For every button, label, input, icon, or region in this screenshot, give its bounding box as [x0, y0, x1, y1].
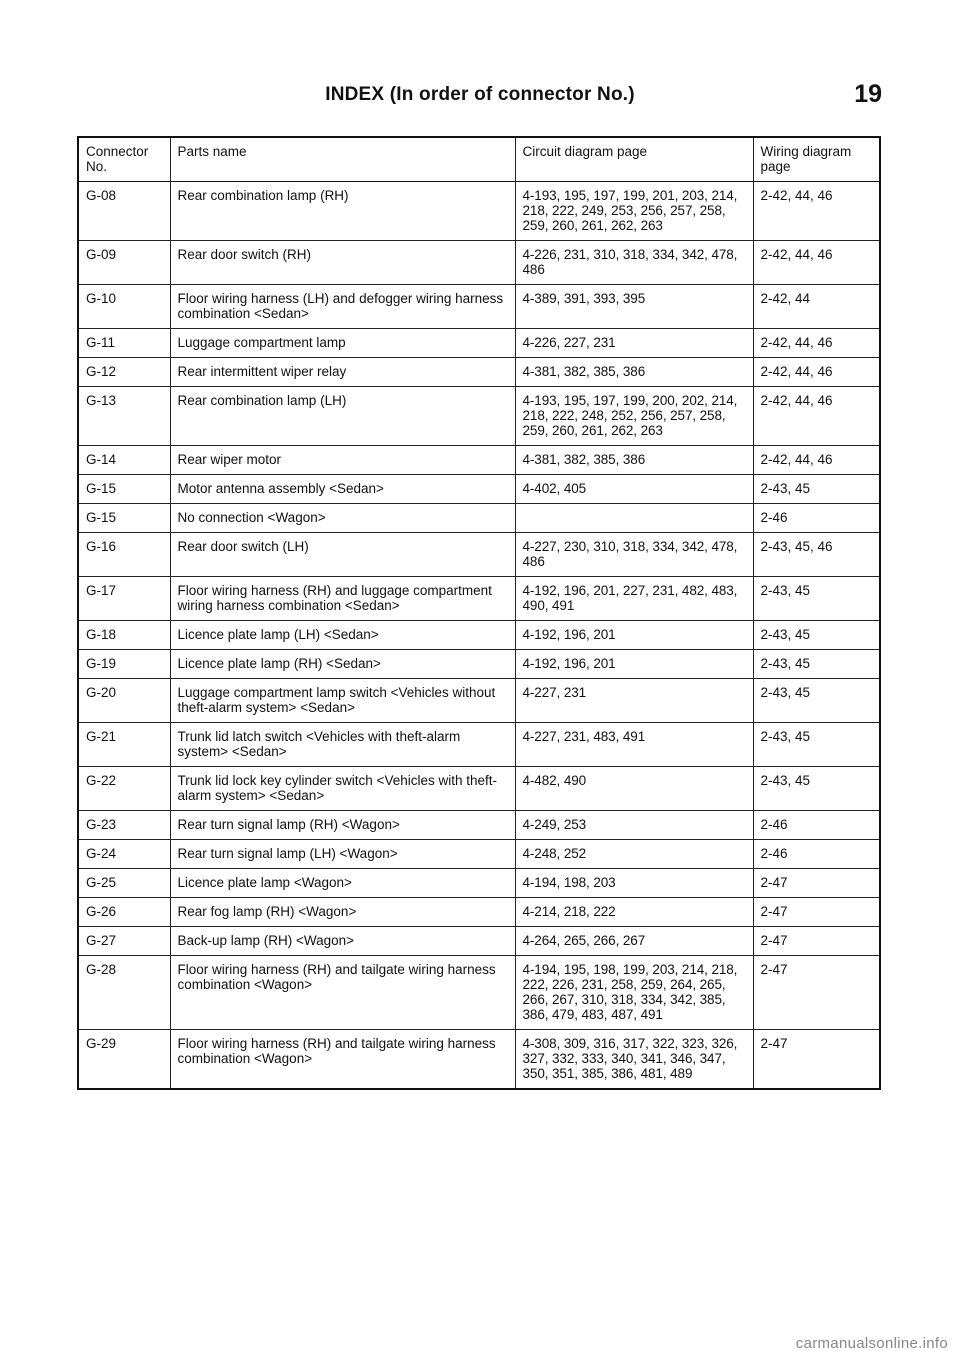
parts-name-cell: Rear turn signal lamp (RH) <Wagon>	[170, 811, 515, 840]
circuit-diagram-page-cell: 4-227, 231	[515, 679, 753, 723]
parts-name-cell: Rear door switch (RH)	[170, 241, 515, 285]
connector-no-cell: G-29	[78, 1030, 170, 1090]
circuit-diagram-page-cell: 4-227, 231, 483, 491	[515, 723, 753, 767]
connector-no-cell: G-20	[78, 679, 170, 723]
table-body	[78, 182, 880, 1090]
circuit-diagram-page-cell	[515, 504, 753, 533]
table-row	[78, 285, 880, 329]
connector-no-cell: G-15	[78, 504, 170, 533]
wiring-diagram-page-cell: 2-46	[753, 811, 880, 840]
parts-name-cell: Rear turn signal lamp (LH) <Wagon>	[170, 840, 515, 869]
parts-name-cell: Floor wiring harness (RH) and tailgate wiring harness combination <Wagon>	[170, 956, 515, 1030]
table-row	[78, 723, 880, 767]
wiring-diagram-page-cell: 2-42, 44, 46	[753, 329, 880, 358]
wiring-diagram-page-cell: 2-47	[753, 898, 880, 927]
parts-name-cell: Rear fog lamp (RH) <Wagon>	[170, 898, 515, 927]
wiring-diagram-page-cell: 2-46	[753, 840, 880, 869]
connector-no-cell: G-10	[78, 285, 170, 329]
parts-name-cell: Rear wiper motor	[170, 446, 515, 475]
connector-index-table	[77, 136, 881, 1090]
table-row	[78, 533, 880, 577]
circuit-diagram-page-cell: 4-193, 195, 197, 199, 200, 202, 214, 218, 222, 248, 252, 256, 257, 258, 259, 260, 261, 262, 263	[515, 387, 753, 446]
connector-no-cell: G-27	[78, 927, 170, 956]
table-row	[78, 956, 880, 1030]
wiring-diagram-page-cell: 2-47	[753, 869, 880, 898]
table-row	[78, 811, 880, 840]
connector-no-cell: G-25	[78, 869, 170, 898]
circuit-diagram-page-cell: 4-192, 196, 201	[515, 650, 753, 679]
circuit-diagram-page-cell: 4-381, 382, 385, 386	[515, 446, 753, 475]
table-row	[78, 446, 880, 475]
wiring-diagram-page-cell: 2-43, 45	[753, 723, 880, 767]
parts-name-cell: No connection <Wagon>	[170, 504, 515, 533]
circuit-diagram-page-cell: 4-214, 218, 222	[515, 898, 753, 927]
wiring-diagram-page-cell: 2-43, 45	[753, 650, 880, 679]
connector-no-cell: G-19	[78, 650, 170, 679]
circuit-diagram-page-cell: 4-226, 231, 310, 318, 334, 342, 478, 486	[515, 241, 753, 285]
circuit-diagram-page-cell: 4-402, 405	[515, 475, 753, 504]
wiring-diagram-page-cell: 2-42, 44	[753, 285, 880, 329]
parts-name-cell: Luggage compartment lamp	[170, 329, 515, 358]
page-number: 19	[854, 80, 882, 108]
circuit-diagram-page-cell: 4-308, 309, 316, 317, 322, 323, 326, 327, 332, 333, 340, 341, 346, 347, 350, 351, 385, 386, 481, 489	[515, 1030, 753, 1090]
table-row	[78, 387, 880, 446]
wiring-diagram-page-cell: 2-46	[753, 504, 880, 533]
table-row	[78, 927, 880, 956]
parts-name-cell: Floor wiring harness (LH) and defogger wiring harness combination <Sedan>	[170, 285, 515, 329]
connector-no-cell: G-16	[78, 533, 170, 577]
table-row	[78, 767, 880, 811]
table-row	[78, 358, 880, 387]
table-row	[78, 577, 880, 621]
circuit-diagram-page-cell: 4-194, 195, 198, 199, 203, 214, 218, 222, 226, 231, 258, 259, 264, 265, 266, 267, 310, 318, 334, 342, 385, 386, 479, 483, 487, 491	[515, 956, 753, 1030]
circuit-diagram-page-cell: 4-194, 198, 203	[515, 869, 753, 898]
wiring-diagram-page-cell: 2-42, 44, 46	[753, 241, 880, 285]
connector-no-cell: G-21	[78, 723, 170, 767]
wiring-diagram-page-cell: 2-47	[753, 956, 880, 1030]
table-row	[78, 182, 880, 241]
table-row	[78, 650, 880, 679]
circuit-diagram-page-cell: 4-264, 265, 266, 267	[515, 927, 753, 956]
circuit-diagram-page-cell: 4-381, 382, 385, 386	[515, 358, 753, 387]
parts-name-cell: Rear combination lamp (LH)	[170, 387, 515, 446]
connector-no-cell: G-08	[78, 182, 170, 241]
table-row	[78, 475, 880, 504]
header-parts-name: Parts name	[170, 137, 515, 182]
wiring-diagram-page-cell: 2-43, 45	[753, 475, 880, 504]
wiring-diagram-page-cell: 2-42, 44, 46	[753, 387, 880, 446]
table-row	[78, 840, 880, 869]
circuit-diagram-page-cell: 4-226, 227, 231	[515, 329, 753, 358]
parts-name-cell: Motor antenna assembly <Sedan>	[170, 475, 515, 504]
parts-name-cell: Rear door switch (LH)	[170, 533, 515, 577]
connector-no-cell: G-12	[78, 358, 170, 387]
table-row	[78, 241, 880, 285]
wiring-diagram-page-cell: 2-43, 45, 46	[753, 533, 880, 577]
table-header-row	[78, 137, 880, 182]
wiring-diagram-page-cell: 2-43, 45	[753, 679, 880, 723]
circuit-diagram-page-cell: 4-389, 391, 393, 395	[515, 285, 753, 329]
circuit-diagram-page-cell: 4-192, 196, 201	[515, 621, 753, 650]
circuit-diagram-page-cell: 4-227, 230, 310, 318, 334, 342, 478, 486	[515, 533, 753, 577]
wiring-diagram-page-cell: 2-43, 45	[753, 767, 880, 811]
parts-name-cell: Floor wiring harness (RH) and luggage compartment wiring harness combination <Sedan>	[170, 577, 515, 621]
wiring-diagram-page-cell: 2-42, 44, 46	[753, 182, 880, 241]
header-connector-no: Connector No.	[78, 137, 170, 182]
connector-no-cell: G-18	[78, 621, 170, 650]
connector-no-cell: G-17	[78, 577, 170, 621]
table-row	[78, 329, 880, 358]
wiring-diagram-page-cell: 2-43, 45	[753, 621, 880, 650]
parts-name-cell: Trunk lid latch switch <Vehicles with theft-alarm system> <Sedan>	[170, 723, 515, 767]
wiring-diagram-page-cell: 2-42, 44, 46	[753, 446, 880, 475]
wiring-diagram-page-cell: 2-43, 45	[753, 577, 880, 621]
connector-no-cell: G-15	[78, 475, 170, 504]
wiring-diagram-page-cell: 2-47	[753, 1030, 880, 1090]
watermark-footer: carmanualsonline.info	[795, 1335, 948, 1352]
connector-no-cell: G-14	[78, 446, 170, 475]
header-circuit-diagram-page: Circuit diagram page	[515, 137, 753, 182]
connector-no-cell: G-22	[78, 767, 170, 811]
circuit-diagram-page-cell: 4-248, 252	[515, 840, 753, 869]
parts-name-cell: Licence plate lamp <Wagon>	[170, 869, 515, 898]
parts-name-cell: Floor wiring harness (RH) and tailgate wiring harness combination <Wagon>	[170, 1030, 515, 1090]
parts-name-cell: Trunk lid lock key cylinder switch <Vehicles with theft-alarm system> <Sedan>	[170, 767, 515, 811]
circuit-diagram-page-cell: 4-249, 253	[515, 811, 753, 840]
connector-no-cell: G-13	[78, 387, 170, 446]
parts-name-cell: Licence plate lamp (LH) <Sedan>	[170, 621, 515, 650]
page-title: INDEX (In order of connector No.)	[325, 84, 635, 105]
circuit-diagram-page-cell: 4-193, 195, 197, 199, 201, 203, 214, 218, 222, 249, 253, 256, 257, 258, 259, 260, 261, 262, 263	[515, 182, 753, 241]
header-wiring-diagram-page: Wiring diagram page	[753, 137, 880, 182]
connector-no-cell: G-24	[78, 840, 170, 869]
circuit-diagram-page-cell: 4-192, 196, 201, 227, 231, 482, 483, 490, 491	[515, 577, 753, 621]
connector-no-cell: G-11	[78, 329, 170, 358]
table-row	[78, 679, 880, 723]
wiring-diagram-page-cell: 2-42, 44, 46	[753, 358, 880, 387]
table-row	[78, 504, 880, 533]
parts-name-cell: Back-up lamp (RH) <Wagon>	[170, 927, 515, 956]
connector-no-cell: G-23	[78, 811, 170, 840]
connector-no-cell: G-09	[78, 241, 170, 285]
circuit-diagram-page-cell: 4-482, 490	[515, 767, 753, 811]
table-row	[78, 1030, 880, 1090]
table-row	[78, 898, 880, 927]
parts-name-cell: Licence plate lamp (RH) <Sedan>	[170, 650, 515, 679]
wiring-diagram-page-cell: 2-47	[753, 927, 880, 956]
connector-no-cell: G-28	[78, 956, 170, 1030]
table-row	[78, 621, 880, 650]
connector-no-cell: G-26	[78, 898, 170, 927]
table-row	[78, 869, 880, 898]
parts-name-cell: Rear combination lamp (RH)	[170, 182, 515, 241]
parts-name-cell: Luggage compartment lamp switch <Vehicles without theft-alarm system> <Sedan>	[170, 679, 515, 723]
parts-name-cell: Rear intermittent wiper relay	[170, 358, 515, 387]
